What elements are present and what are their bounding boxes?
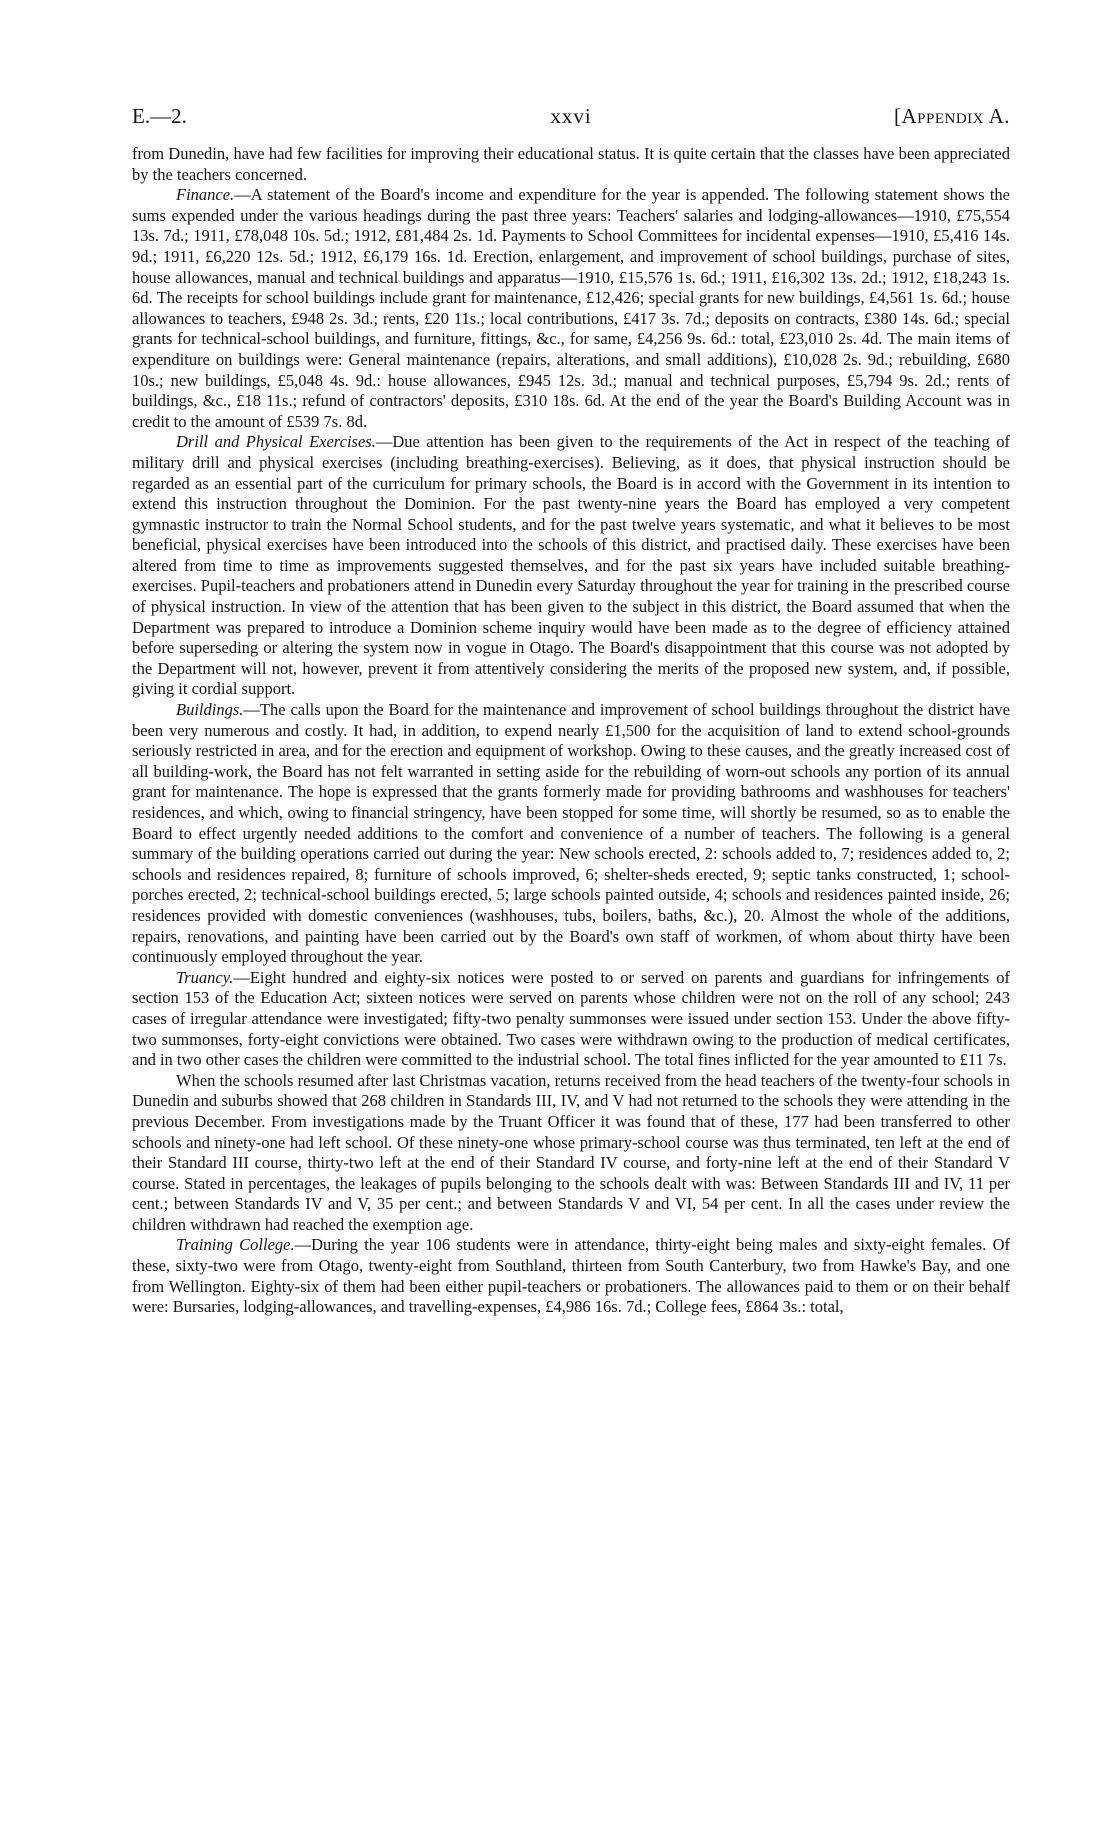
paragraph-continuation: [132, 144, 1010, 185]
paragraph-finance: [132, 185, 1010, 432]
paragraph-truancy: [132, 968, 1010, 1071]
paragraph-drill: [132, 432, 1010, 700]
section-heading-drill: Drill and Physical Exercises.: [176, 432, 376, 452]
paragraph-text: from Dunedin, have had few facilities for improving their educational status. It is quite certain that the classes have been appreciated by the teachers concerned.: [132, 144, 1010, 184]
paragraph-text: —Eight hundred and eighty-six notices were posted to or served on parents and guardians for infringements of section 153 of the Education Act; sixteen notices were served on parents whose children were not on the roll of any school; 243 cases of irregular attendance were investigated; fifty-two penalty summonses were issued under section 153. Under the above fifty-two summonses, forty-eight convictions were obtained. Two cases were withdrawn owing to the production of medical certificates, and in two other cases the children were committed to the industrial school. The total fines inflicted for the year amounted to £11 7s.: [132, 967, 1010, 1070]
document-page: [132, 104, 1010, 1318]
report-body: [132, 144, 1010, 1318]
section-heading-truancy: Truancy.: [176, 967, 234, 987]
paragraph-leakage: [132, 1071, 1010, 1236]
paragraph-text: When the schools resumed after last Christmas vacation, returns received from the head teachers of the twenty-four schools in Dunedin and suburbs showed that 268 children in Standards III, IV, and V had not returned to the schools they were attending in the previous December. From investigations made by the Truant Officer it was found that of these, 177 had been transferred to other schools and ninety-one had left school. Of these ninety-one whose primary-school course was thus terminated, ten left at the end of their Standard III course, thirty-two left at the end of their Standard IV course, and forty-nine left at the end of their Standard V course. Stated in percentages, the leakages of pupils belonging to the schools dealt with was: Between Standards III and IV, 11 per cent.; between Standards IV and V, 35 per cent.; and between Standards V and VI, 54 per cent. In all the cases under review the children withdrawn had reached the exemption age.: [132, 1070, 1010, 1234]
section-heading-training-college: Training College.: [176, 1235, 295, 1255]
section-heading-buildings: Buildings.: [176, 700, 244, 720]
appendix-text: Appendix A.: [901, 104, 1010, 128]
report-reference: E.—2.: [132, 104, 187, 128]
paragraph-text: —The calls upon the Board for the maintenance and improvement of school buildings throughout the district have been very numerous and costly. It had, in addition, to expend nearly £1,500 for the acquisition of land to extend school-grounds seriously restricted in area, and for the erection and equipment of workshop. Owing to these causes, and the greatly increased cost of all building-work, the Board has not felt warranted in setting aside for the rebuilding of worn-out schools any portion of its annual grant for maintenance. The hope is expressed that the grants formerly made for providing bathrooms and washhouses for teachers' residences, and which, owing to financial stringency, have been stopped for some time, will shortly be resumed, so as to enable the Board to effect urgently needed additions to the comfort and convenience of a number of teachers. The following is a general summary of the building operations carried out during the year: New schools erected, 2: schools added to, 7; residences added to, 2; schools and residences repaired, 8; furniture of schools improved, 6; shelter-sheds erected, 9; septic tanks constructed, 1; school-porches erected, 2; technical-school buildings erected, 5; large schools painted outside, 4; schools and residences painted inside, 26; residences provided with domestic conveniences (washhouses, tubs, boilers, baths, &c.), 20. Almost the whole of the additions, repairs, renovations, and painting have been carried out by the Board's own staff of workmen, of whom about thirty have been continuously employed throughout the year.: [132, 700, 1010, 967]
paragraph-text: —A statement of the Board's income and expenditure for the year is appended. The following statement shows the sums expended under the various headings during the past three years: Teachers' salaries and lodging-allowances—1910, £75,554 13s. 7d.; 1911, £78,048 10s. 5d.; 1912, £81,484 2s. 1d. Payments to School Committees for incidental expenses—1910, £5,416 14s. 9d.; 1911, £6,220 12s. 5d.; 1912, £6,179 16s. 1d. Erection, enlargement, and improvement of school buildings, purchase of sites, house allowances, manual and technical buildings and apparatus—1910, £15,576 1s. 6d.; 1911, £16,302 13s. 2d.; 1912, £18,243 1s. 6d. The receipts for school buildings include grant for maintenance, £12,426; special grants for new buildings, £4,561 1s. 6d.; house allowances to teachers, £948 2s. 3d.; rents, £20 11s.; local contributions, £417 3s. 7d.; deposits on contracts, £380 14s. 6d.; special grants for technical-school buildings, and furniture, fittings, &c., for same, £4,256 9s. 6d.: total, £23,010 2s. 4d. The main items of expenditure on buildings were: General maintenance (repairs, alterations, and small additions), £10,028 2s. 9d.; rebuilding, £680 10s.; new buildings, £5,048 4s. 9d.: house allowances, £945 12s. 3d.; manual and technical purposes, £5,794 9s. 2d.; rents of buildings, &c., £18 11s.; refund of contractors' deposits, £310 18s. 6d. At the end of the year the Board's Building Account was in credit to the amount of £539 7s. 8d.: [132, 185, 1010, 431]
page-header: [132, 104, 1010, 144]
page-number: xxvi: [550, 104, 592, 128]
paragraph-training-college: [132, 1235, 1010, 1317]
appendix-bracket: [: [893, 104, 902, 128]
appendix-label: [894, 104, 1010, 129]
section-heading-finance: Finance.: [176, 185, 235, 205]
paragraph-text: —Due attention has been given to the requirements of the Act in respect of the teaching of military drill and physical exercises (including breathing-exercises). Believing, as it does, that physical instruction should be regarded as an essential part of the curriculum for primary schools, the Board is in accord with the Government in its intention to extend this instruction throughout the Dominion. For the past twenty-nine years the Board has employed a very competent gymnastic instructor to train the Normal School students, and for the past twelve years systematic, and what it believes to be most beneficial, physical exercises have been introduced into the schools of this district, and practised daily. These exercises have been altered from time to time as improvements suggested themselves, and for the past six years have included suitable breathing-exercises. Pupil-teachers and probationers attend in Dunedin every Saturday throughout the year for training in the prescribed course of physical instruction. In view of the attention that has been given to the subject in this district, the Board assumed that when the Department was prepared to introduce a Dominion scheme inquiry would have been made as to the degree of efficiency attained before superseding or altering the system now in vogue in Otago. The Board's disappointment that this course was not adopted by the Department will not, however, prevent it from attentively considering the merits of the proposed new system, and, if possible, giving it cordial support.: [132, 432, 1011, 699]
paragraph-buildings: [132, 700, 1010, 968]
paragraph-text: —During the year 106 students were in attendance, thirty-eight being males and sixty-eight females. Of these, sixty-two were from Otago, twenty-eight from Southland, thirteen from South Canterbury, two from Hawke's Bay, and one from Wellington. Eighty-six of them had been either pupil-teachers or probationers. The allowances paid to them or on their behalf were: Bursaries, lodging-allowances, and travelling-expenses, £4,986 16s. 7d.; College fees, £864 3s.: total,: [132, 1235, 1010, 1317]
